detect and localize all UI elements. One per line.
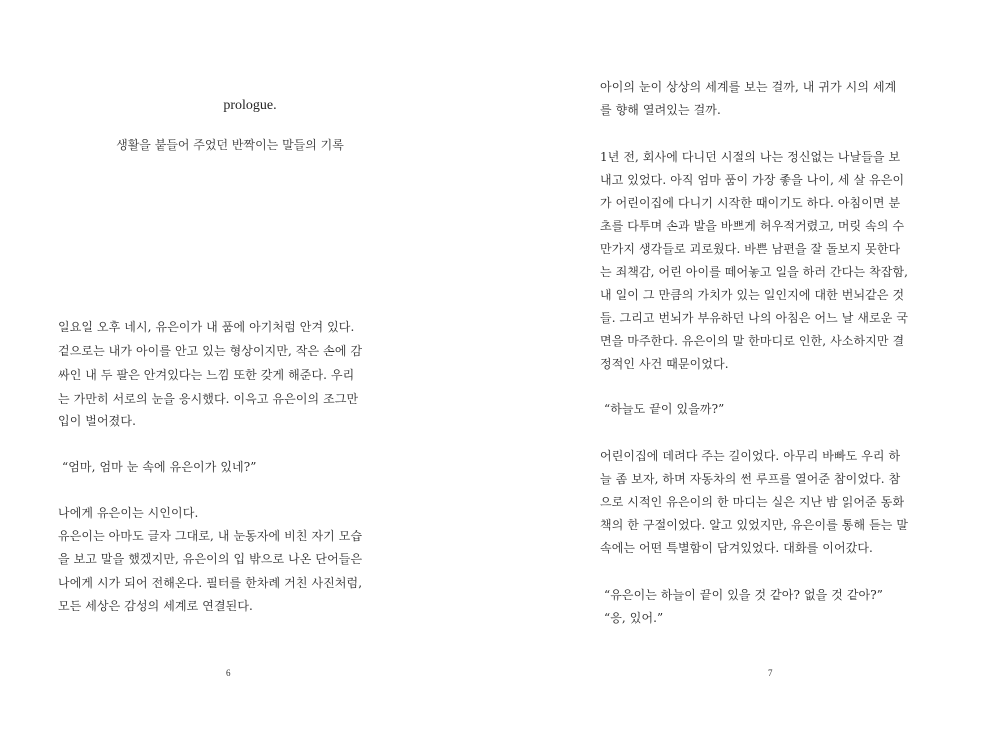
- text-line: 책의 한 구절이었다. 알고 있었지만, 유은이를 통해 듣는 말: [600, 518, 909, 532]
- text-line: 입이 벌어졌다.: [58, 414, 136, 428]
- chapter-title: prologue.: [223, 98, 277, 113]
- text-line: 모든 세상은 감성의 세계로 연결된다.: [58, 599, 253, 613]
- text-line: 면을 마주한다. 유은이의 말 한마디로 인한, 사소하지만 결: [600, 334, 905, 348]
- text-line: 겉으로는 내가 아이를 안고 있는 형상이지만, 작은 손에 감: [58, 344, 363, 358]
- text-line: 을 보고 말을 했겠지만, 유은이의 입 밖으로 나온 단어들은: [58, 552, 363, 566]
- text-line: 유은이는 아마도 글자 그대로, 내 눈동자에 비친 자기 모습: [58, 529, 363, 543]
- text-line: 늘 좀 보자, 하며 자동차의 썬 루프를 열어준 참이었다. 참: [600, 472, 901, 486]
- text-line: 아이의 눈이 상상의 세계를 보는 걸까, 내 귀가 시의 세계: [600, 80, 897, 94]
- text-line: 는 죄책감, 어린 아이를 떼어놓고 일을 하러 간다는 착잡함,: [600, 265, 909, 279]
- text-line: 가 어린이집에 다니기 시작한 때이기도 하다. 아침이면 분: [600, 196, 901, 210]
- dialogue-line: “엄마, 엄마 눈 속에 유은이가 있네?”: [62, 460, 257, 474]
- text-line: 는 가만히 서로의 눈을 응시했다. 이윽고 유은이의 조그만: [58, 392, 359, 406]
- text-line: 들. 그리고 번뇌가 부유하던 나의 아침은 어느 날 새로운 국: [600, 311, 909, 325]
- right-page: [500, 0, 1000, 738]
- chapter-subtitle: 생활을 붙들어 주었던 반짝이는 말들의 기록: [116, 138, 344, 152]
- page-number: 6: [226, 668, 231, 678]
- dialogue-line: “응, 있어.”: [604, 611, 664, 625]
- text-line: 1년 전, 회사에 다니던 시절의 나는 정신없는 나날들을 보: [600, 150, 901, 164]
- text-line: 를 향해 열려있는 걸까.: [600, 103, 721, 117]
- text-line: 내 일이 그 만큼의 가치가 있는 일인지에 대한 번뇌같은 것: [600, 288, 905, 302]
- text-line: 나에게 시가 되어 전해온다. 필터를 한차례 거친 사진처럼,: [58, 576, 363, 590]
- text-line: 싸인 내 두 팔은 안겨있다는 느낌 또한 갖게 해준다. 우리: [58, 368, 355, 382]
- dialogue-line: “하늘도 끝이 있을까?”: [604, 402, 725, 416]
- text-line: 으로 시적인 유은이의 한 마디는 실은 지난 밤 읽어준 동화: [600, 495, 905, 509]
- text-line: 초를 다투며 손과 발을 바쁘게 허우적거렸고, 머릿 속의 수: [600, 219, 905, 233]
- page-number: 7: [768, 668, 773, 678]
- text-line: 어린이집에 데려다 주는 길이었다. 아무리 바빠도 우리 하: [600, 449, 901, 463]
- text-line: 일요일 오후 네시, 유은이가 내 품에 아기처럼 안겨 있다.: [58, 320, 355, 334]
- dialogue-line: “유은이는 하늘이 끝이 있을 것 같아? 없을 것 같아?”: [604, 588, 884, 602]
- text-line: 내고 있었다. 아직 엄마 품이 가장 좋을 나이, 세 살 유은이: [600, 173, 905, 187]
- text-line: 정적인 사건 때문이었다.: [600, 357, 729, 371]
- text-line: 속에는 어떤 특별함이 담겨있었다. 대화를 이어갔다.: [600, 541, 873, 555]
- text-line: 나에게 유은이는 시인이다.: [58, 506, 199, 520]
- text-line: 만가지 생각들로 괴로웠다. 바쁜 남편을 잘 돌보지 못한다: [600, 242, 901, 256]
